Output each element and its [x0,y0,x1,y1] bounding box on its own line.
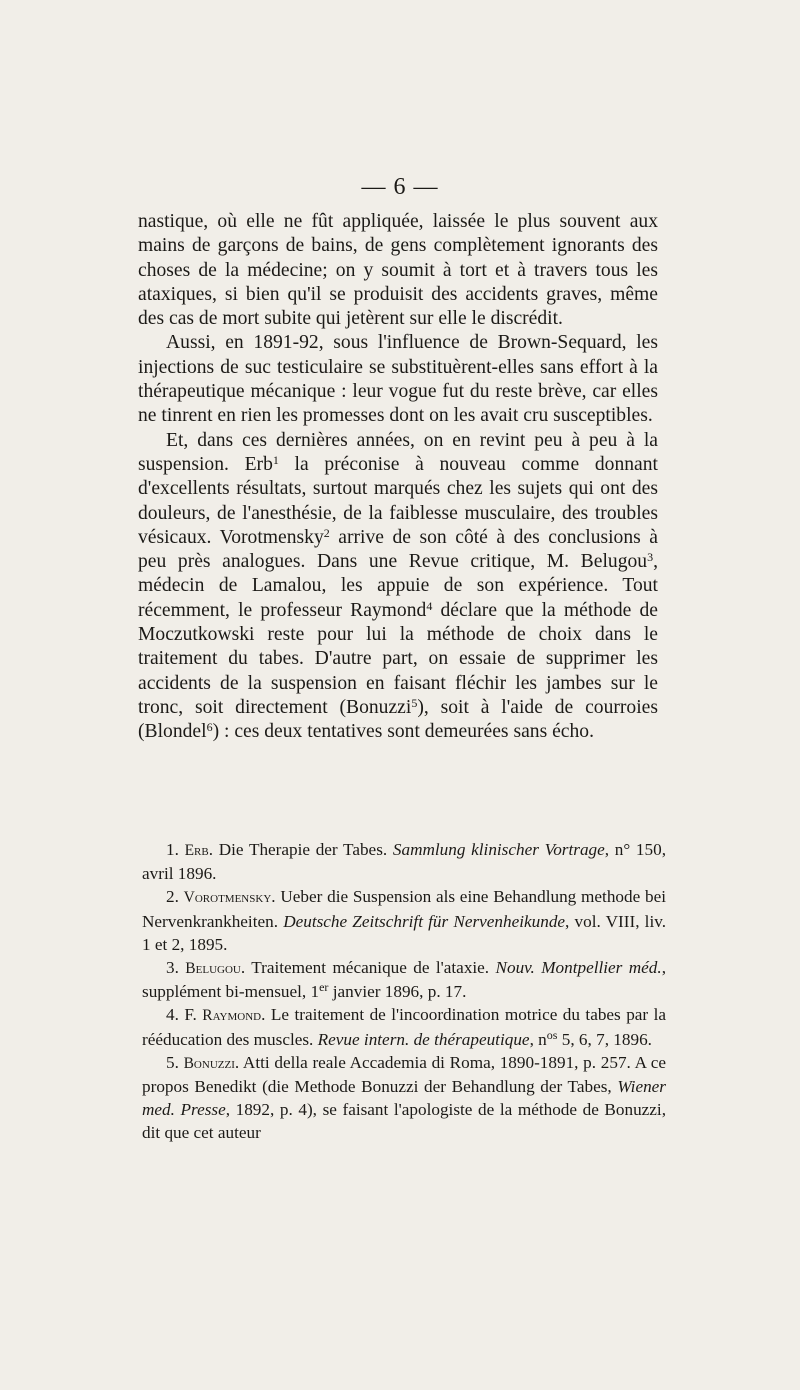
superscript: er [319,980,329,995]
text-run: , n° 150, avril 1896. [142,840,666,884]
italic-title: Revue intern. de thérapeutique [317,1029,530,1049]
text-run: . Atti della reale Accademia di Roma, 1890-1891, p. 257. A ce propos Benedikt (die Methode Bonuzzi der Behandlung der Tabes, [142,1052,667,1097]
text-run: 1. [166,840,185,859]
text-run: 5, 6, 7, 1896. [557,1029,652,1049]
text-run: , n [529,1029,547,1049]
footnotes [142,838,666,1145]
italic-title: Deutsche Zeitschrift für Nervenheikunde [283,911,566,931]
text-run: déclare que la méthode de Moczutkowski reste pour lui la méthode de choix dans le traitement du tabes. D'autre part, on essaie de supprimer les accidents de la suspension en faisant fléchir les jambes sur le tronc, soit directement (Bonuzzi [138,599,659,718]
text-run: , 1892, p. 4), se faisant l'apologiste de la méthode de Bonuzzi, dit que cet auteur [142,1100,666,1143]
text-run: janvier 1896, p. 17. [328,982,467,1002]
superscript: 4 [426,598,433,613]
superscript: os [546,1027,558,1042]
text-run: arrive de son côté à des conclusions à peu près analogues. Dans une Revue critique, M. Belugou [138,526,658,573]
italic-title: Wiener med. Presse [142,1077,666,1120]
footnote [142,885,666,956]
text-run: nastique, où elle ne fût appliquée, laissée le plus souvent aux mains de garçons de bains, de gens complètement ignorants des choses de la médecine; on y soumit à tort et à travers tous les ataxiques, si bien qu'il se produisit des accidents graves, même des cas de mort subite qui jetèrent sur elle le discrédit. [138,211,658,330]
paragraph [138,210,658,331]
author-name: Erb [184,842,209,859]
text-run: Aussi, en 1891-92, sous l'influence de Brown-Sequard, les injections de suc testiculaire se substituèrent-elles sans effort à la thérapeutique mécanique : leur vogue fut du reste brève, car elles ne tinrent en rien les promesses dont on les avait cru susceptibles. [138,332,658,427]
italic-title: Nouv. Montpellier méd. [495,958,662,978]
author-name: Vorotmensky [183,889,272,907]
text-run: 4. F. [166,1005,203,1025]
text-run: . Le traitement de l'incoordination motrice du tabes par la rééducation des muscles. [142,1005,666,1049]
text-run: 3. [166,958,186,978]
text-run: ), soit à l'aide de courroies (Blondel [138,696,658,743]
footnote [142,956,666,1003]
footnote [142,1003,666,1050]
text-run: , vol. VIII, liv. 1 et 2, 1895. [142,911,667,954]
footnote [142,838,666,885]
text-run: . Ueber die Suspension als eine Behandlung methode bei Nervenkrankheiten. [142,887,666,931]
superscript: 1 [272,452,279,467]
text-run: Et, dans ces dernières années, on en revint peu à peu à la suspension. Erb [138,429,658,475]
footnote [142,1051,666,1145]
superscript: 3 [647,550,654,565]
author-name: Raymond [202,1007,262,1025]
text-run: . Die Therapie der Tabes. [208,840,393,859]
body-text [138,210,658,745]
text-run: , supplément bi-mensuel, 1 [142,958,666,1002]
text-run: . Traitement mécanique de l'ataxie. [240,958,496,978]
italic-title: Sammlung klinischer Vortrage [392,840,605,859]
author-name: Belugou [185,960,241,978]
author-name: Bonuzzi [183,1054,235,1072]
text-run: ) : ces deux tentatives sont demeurées sans écho. [212,721,594,743]
paragraph [138,429,658,745]
paragraph [138,331,658,428]
text-run: 2. [166,887,184,907]
text-run: la préconise à nouveau comme donnant d'excellents résultats, surtout marqués chez les sujets qui ont des douleurs, de l'anesthésie, de la faiblesse musculaire, des troubles vésicaux. Vorotmensky [138,453,658,548]
text-run: , médecin de Lamalou, les appuie de son expérience. Tout récemment, le professeur Raymond [138,551,658,621]
superscript: 6 [206,720,213,735]
text-run: 5. [166,1052,184,1072]
superscript: 2 [323,525,330,540]
page-number: — 6 — [361,174,439,200]
superscript: 5 [411,695,418,710]
